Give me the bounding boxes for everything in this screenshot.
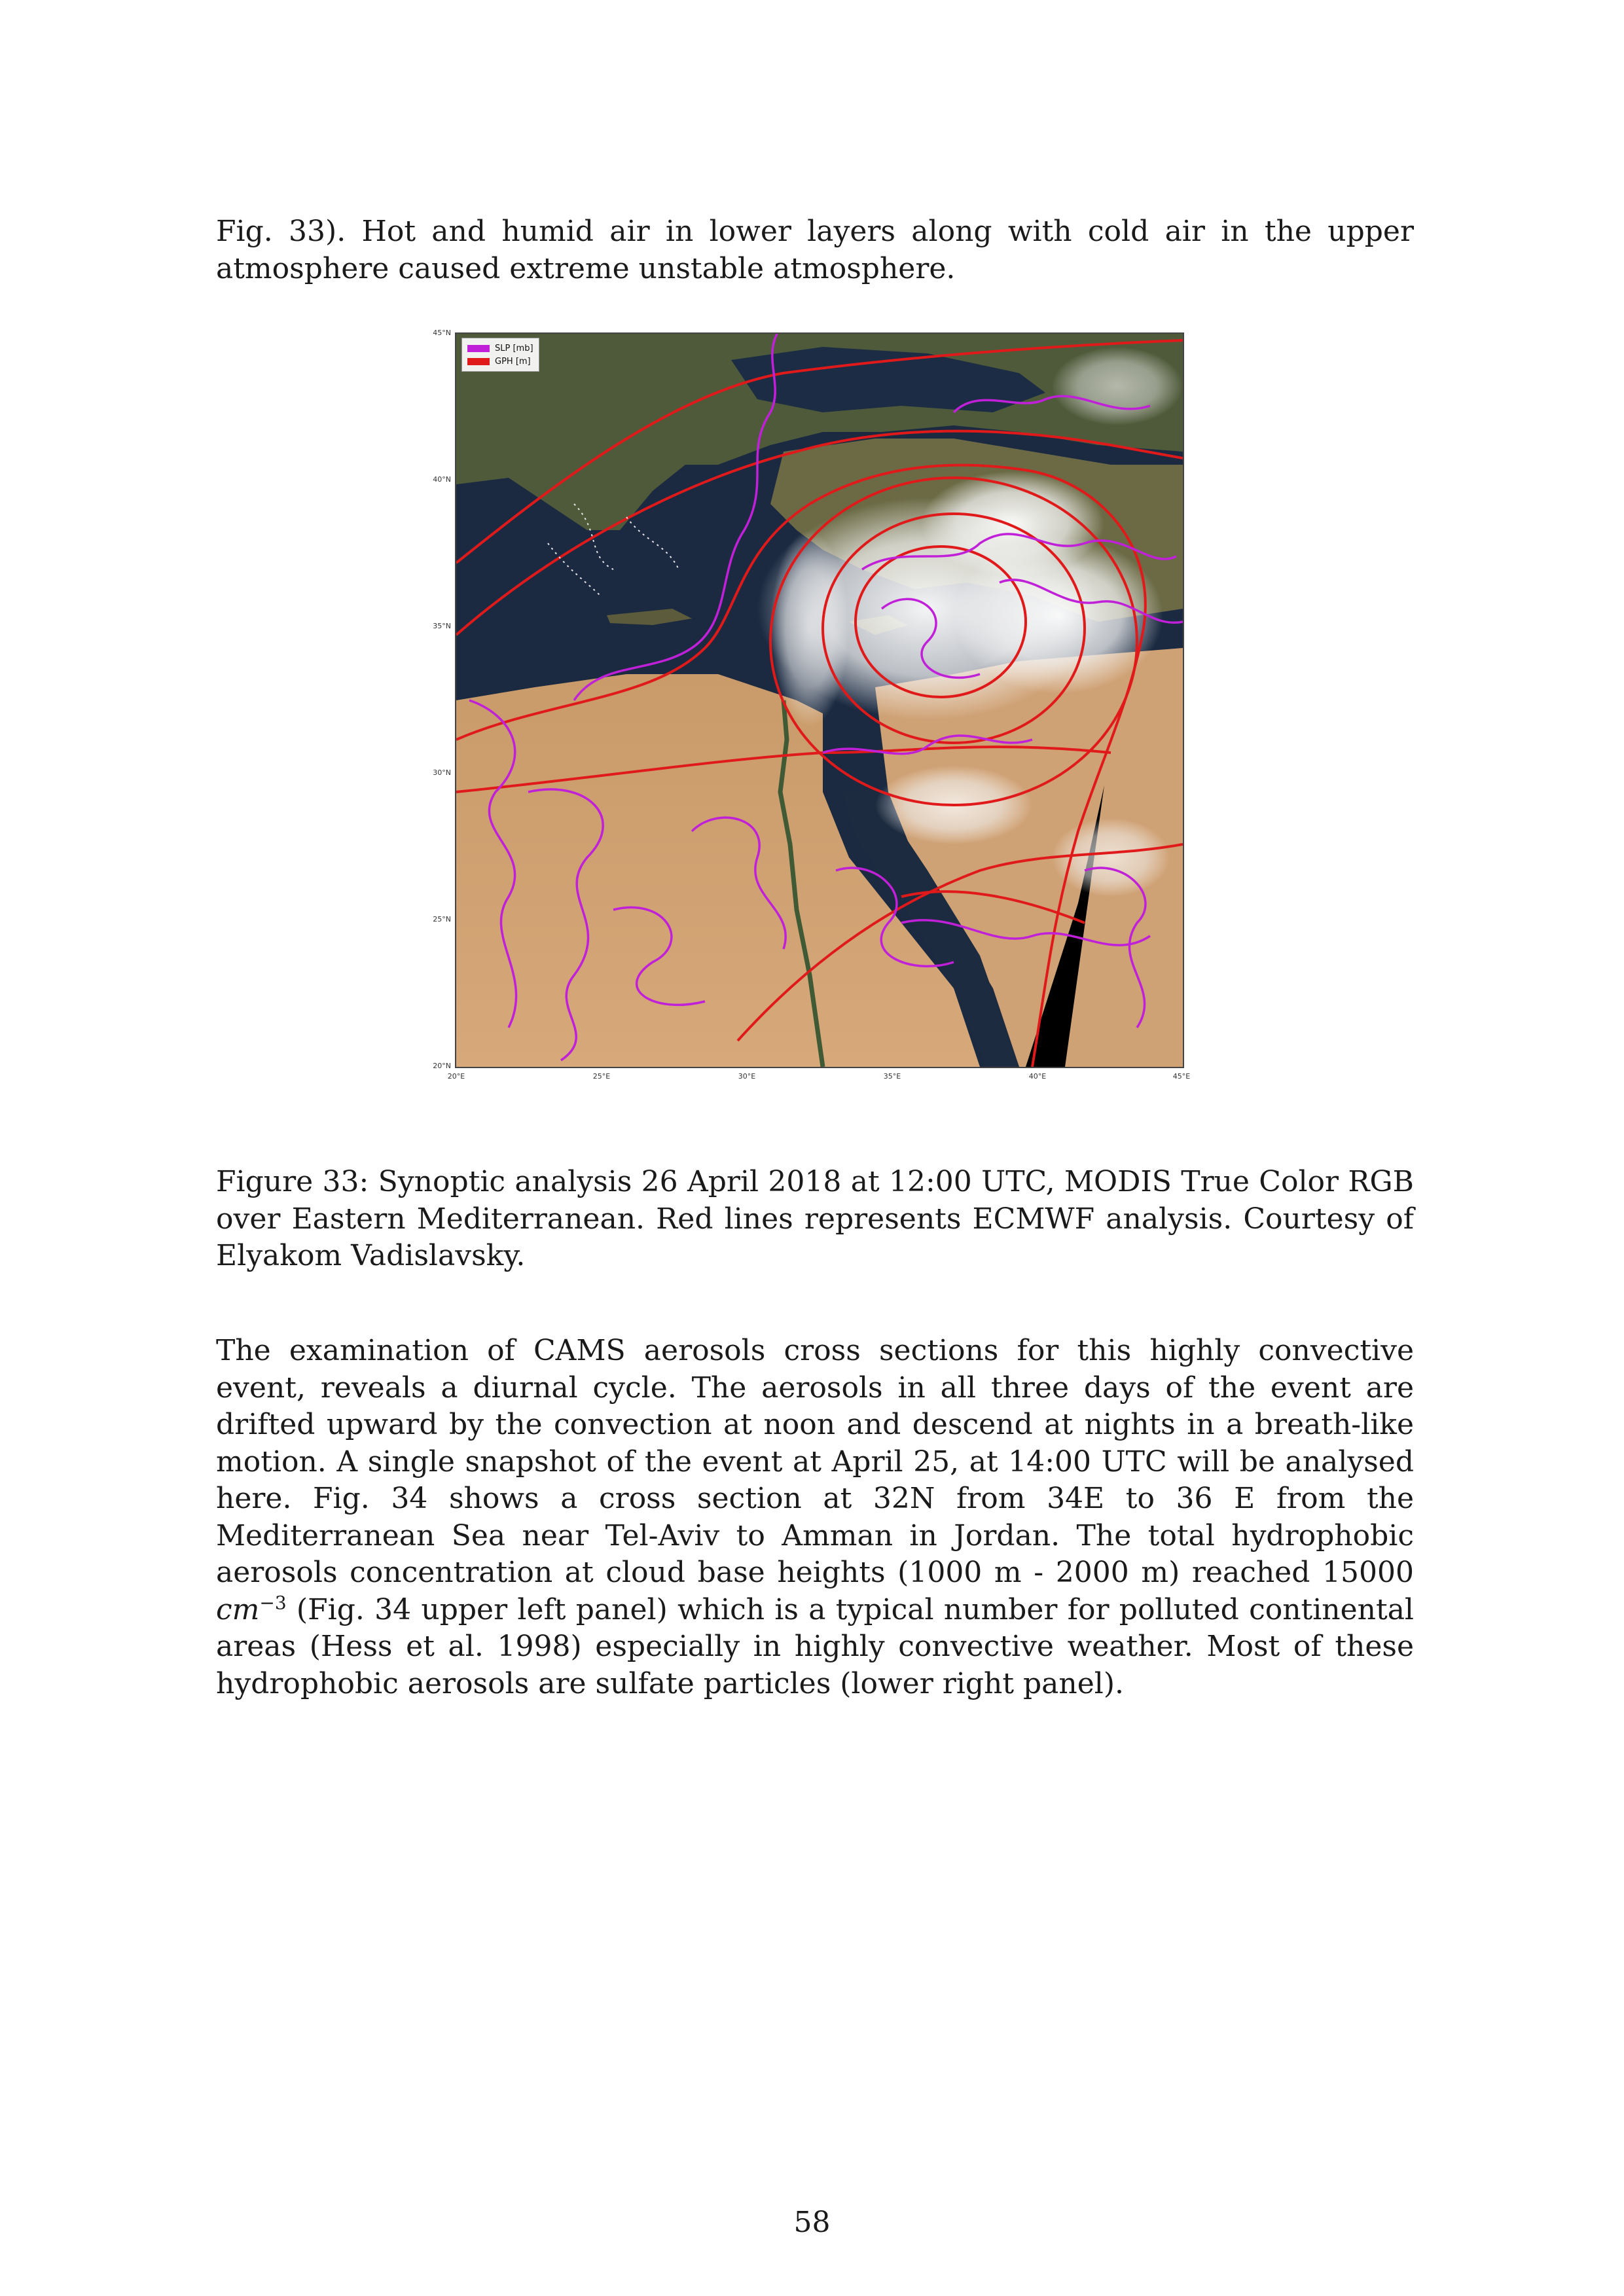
slp-swatch [467,345,490,352]
unit-cm: cm [216,1592,260,1626]
legend-label-slp: SLP [mb] [495,343,533,353]
lon-tick-20: 20°E [447,1072,465,1081]
paragraph-body [216,1333,1414,1702]
gph-swatch [467,358,490,365]
legend-label-gph: GPH [m] [495,356,531,367]
satellite-map [455,332,1184,1068]
page-number: 58 [793,2206,831,2239]
legend-item-gph [467,355,533,368]
lat-tick-35: 35°N [433,622,451,630]
lon-tick-35: 35°E [883,1072,901,1081]
lat-tick-40: 40°N [433,475,451,484]
synoptic-map-figure [409,326,1198,1092]
lat-tick-45: 45°N [433,329,451,337]
lon-tick-45: 45°E [1172,1072,1191,1081]
lon-tick-40: 40°E [1028,1072,1047,1081]
paragraph-intro: Fig. 33). Hot and humid air in lower layers along with cold air in the upper atmosphere caused extreme unstable atmosphere. [216,215,1414,285]
lon-tick-25: 25°E [592,1072,611,1081]
figure-caption: Figure 33: Synoptic analysis 26 April 2018 at 12:00 UTC, MODIS True Color RGB over Eastern Mediterranean. Red lines represents ECMWF analysis. Courtesy of Elyakom Vadislavsky. [216,1165,1414,1272]
lat-tick-20: 20°N [433,1062,451,1070]
map-graphic [456,334,1183,1067]
map-legend [461,338,539,372]
lat-tick-30: 30°N [433,768,451,777]
body-text-after: (Fig. 34 upper left panel) which is a typical number for polluted continental areas (Hess et al. 1998) especially in highly convective weather. Most of these hydrophobic aerosols are sulfate particles (lower right panel). [216,1592,1414,1700]
unit-exponent: −3 [259,1591,287,1613]
lat-tick-25: 25°N [433,915,451,924]
lon-tick-30: 30°E [738,1072,756,1081]
legend-item-slp [467,342,533,355]
body-text-before: The examination of CAMS aerosols cross sections for this highly convective event, reveals a diurnal cycle. The aerosols in all three days of the event are drifted upward by the convection at noon and descend at nights in a breath-like motion. A single snapshot of the event at April 25, at 14:00 UTC will be analysed here. Fig. 34 shows a cross section at 32N from 34E to 36 E from the Mediterranean Sea near Tel-Aviv to Amman in Jordan. The total hydrophobic aerosols concentration at cloud base heights (1000 m - 2000 m) reached 15000 [216,1334,1414,1589]
